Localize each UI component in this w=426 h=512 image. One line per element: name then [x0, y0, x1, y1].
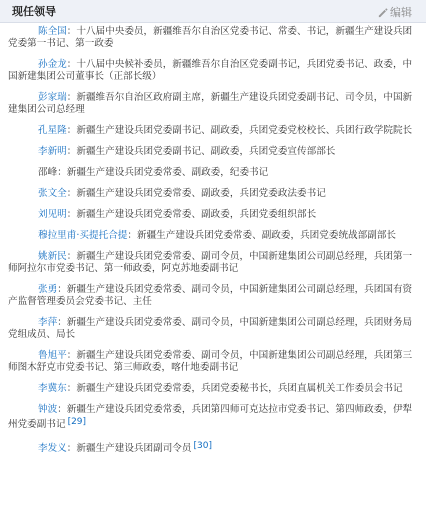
leader-role: 新疆生产建设兵团党委常委、副司令员，中国新建集团公司副总经理，兵团财务局党组成员、局长 — [8, 317, 413, 340]
leader-role: 新疆生产建设兵团副司令员 — [76, 443, 192, 454]
leader-entry — [8, 404, 416, 431]
leader-role: 十八届中央候补委员，新疆维吾尔自治区党委副书记，兵团党委书记、政委，中国新建集团公司董事长（正部长级） — [8, 59, 413, 82]
name-separator: ： — [57, 317, 67, 328]
leader-role: 新疆生产建设兵团党委常委、副政委，纪委书记 — [66, 167, 269, 178]
edit-label: 编辑 — [390, 6, 412, 19]
leader-entry — [8, 26, 416, 50]
reference-link[interactable]: [29] — [67, 417, 87, 427]
leader-name[interactable]: 张勇 — [38, 284, 58, 295]
leader-entry — [8, 284, 416, 308]
leader-role: 新疆生产建设兵团党委常委，兵团第四师可克达拉市党委书记、第四师政委，伊犁州党委副书记 — [8, 404, 413, 430]
leader-role: 新疆维吾尔自治区政府副主席，新疆生产建设兵团党委副书记、司令员，中国新建集团公司总经理 — [8, 92, 413, 115]
name-separator: ： — [66, 59, 77, 70]
leader-entry — [8, 59, 416, 83]
leader-role: 十八届中央委员，新疆维吾尔自治区党委书记、常委、书记，新疆生产建设兵团党委第一书记、第一政委 — [8, 26, 413, 49]
leader-entry — [8, 125, 416, 137]
leader-entry — [8, 317, 416, 341]
leader-entry — [8, 167, 416, 179]
leader-entry — [8, 188, 416, 200]
leader-name[interactable]: 彭家瑞 — [38, 92, 67, 103]
leader-role: 新疆生产建设兵团党委副书记、副政委，兵团党委党校校长、兵团行政学院院长 — [76, 125, 413, 136]
pencil-icon — [377, 7, 388, 18]
leader-entry — [8, 251, 416, 275]
leader-name[interactable]: 李发义 — [38, 443, 67, 454]
edit-button[interactable] — [377, 4, 412, 20]
name-separator: ： — [57, 284, 67, 295]
leader-name[interactable]: 姚新民 — [38, 251, 67, 262]
leader-name[interactable]: 孙金龙 — [38, 59, 67, 70]
leader-name[interactable]: 穆拉里甫·买提托合提 — [38, 230, 128, 241]
leader-entry — [8, 146, 416, 158]
leader-role: 新疆生产建设兵团党委副书记、副政委，兵团党委宣传部部长 — [76, 146, 336, 157]
name-separator: ： — [66, 146, 77, 157]
name-separator: ： — [57, 404, 67, 415]
leader-role: 新疆生产建设兵团党委常委，兵团党委秘书长，兵团直属机关工作委员会书记 — [76, 383, 403, 394]
section-title: 现任领导 — [12, 5, 56, 18]
name-separator: ： — [66, 92, 77, 103]
name-separator: ： — [66, 125, 77, 136]
leader-role: 新疆生产建设兵团党委常委、副司令员，中国新建集团公司副总经理，兵团国有资产监督管理委员会党委书记、主任 — [8, 284, 413, 307]
name-separator: ： — [66, 26, 77, 37]
leader-role: 新疆生产建设兵团党委常委、副政委，兵团党委组织部长 — [76, 209, 317, 220]
name-separator: ： — [66, 188, 77, 199]
leader-name[interactable]: 李冀东 — [38, 383, 67, 394]
name-separator: ： — [66, 443, 77, 454]
leader-entry — [8, 230, 416, 242]
leader-role: 新疆生产建设兵团党委常委、副政委，兵团党委统战部副部长 — [137, 230, 397, 241]
leader-name[interactable]: 孔星隆 — [38, 125, 67, 136]
reference-link[interactable]: [30] — [193, 441, 212, 451]
leader-name[interactable]: 钟波 — [38, 404, 58, 415]
leader-name[interactable]: 鲁旭平 — [38, 350, 67, 361]
leader-name[interactable]: 陈全国 — [38, 26, 67, 37]
leader-entry — [8, 350, 416, 374]
leader-name[interactable]: 刘见明 — [38, 209, 67, 220]
section-header — [0, 0, 426, 23]
name-separator: ： — [57, 167, 67, 178]
leader-name[interactable]: 张文全 — [38, 188, 67, 199]
leader-role: 新疆生产建设兵团党委常委、副司令员，中国新建集团公司副总经理，兵团第三师图木舒克市党委书记、第三师政委，喀什地委副书记 — [8, 350, 413, 373]
leader-entry — [8, 209, 416, 221]
leader-role: 新疆生产建设兵团党委常委、副政委，兵团党委政法委书记 — [76, 188, 326, 199]
leader-entry — [8, 92, 416, 116]
name-separator: ： — [66, 383, 77, 394]
name-separator: ： — [127, 230, 137, 241]
leader-list — [8, 26, 416, 464]
name-separator: ： — [66, 209, 77, 220]
leader-name[interactable]: 李新明 — [38, 146, 67, 157]
leader-role: 新疆生产建设兵团党委常委、副司令员，中国新建集团公司副总经理，兵团第一师阿拉尔市党委书记、第一师政委，阿克苏地委副书记 — [8, 251, 413, 274]
leader-name: 邵峰 — [38, 167, 58, 178]
leader-entry — [8, 440, 416, 455]
leader-name[interactable]: 李萍 — [38, 317, 58, 328]
leader-entry — [8, 383, 416, 395]
name-separator: ： — [66, 251, 77, 262]
name-separator: ： — [66, 350, 77, 361]
